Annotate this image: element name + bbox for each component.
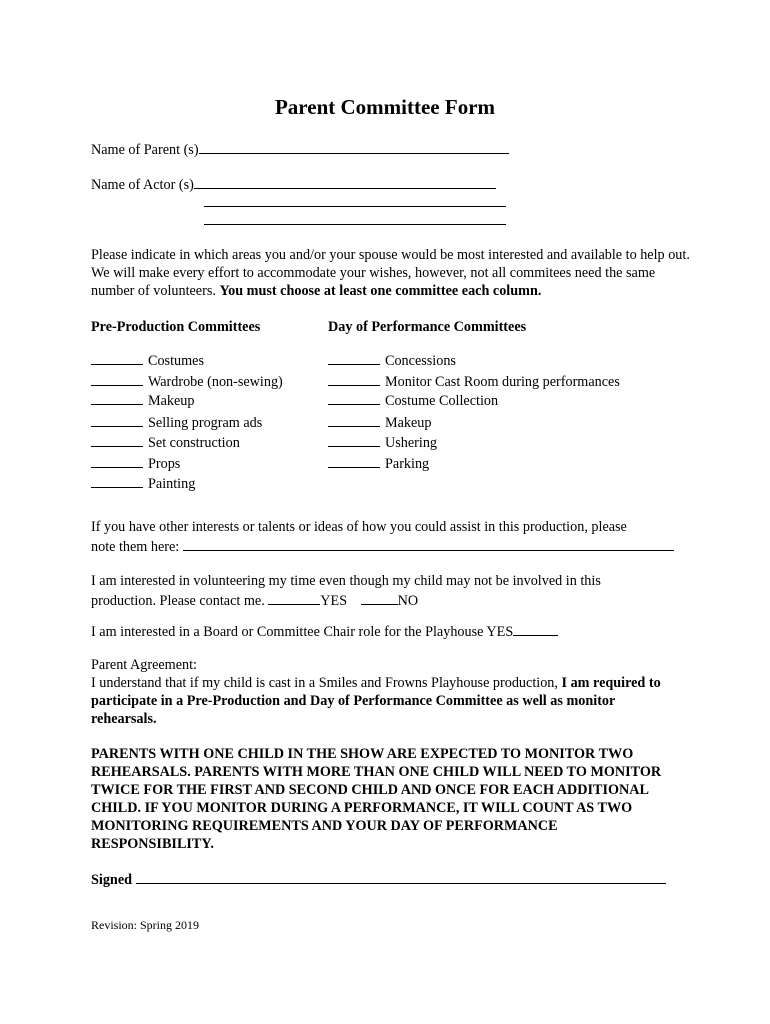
volunteer-no-field[interactable] (361, 590, 398, 605)
list-item (91, 413, 283, 434)
agreement-heading: Parent Agreement: (91, 657, 197, 673)
actor-name-field[interactable] (194, 174, 496, 189)
checkbox-line[interactable] (328, 391, 380, 405)
actor-name-row (91, 174, 496, 194)
checkbox-line[interactable] (91, 351, 143, 365)
list-item (91, 391, 283, 413)
day-of-performance-list (328, 351, 620, 474)
pre-production-heading: Pre-Production Committees (91, 319, 261, 335)
list-item (91, 351, 283, 372)
list-item (91, 433, 283, 454)
monitor-notice: PARENTS WITH ONE CHILD IN THE SHOW ARE EXPECTED TO MONITOR TWO REHEARSALS. PARENTS WITH MORE THAN ONE CHILD WILL NEED TO MONITOR TWICE FOR THE FIRST AND SECOND CHILD AND ONCE FOR EACH ADDITIONAL CHILD. IF YOU MONITOR DURING A PERFORMANCE, IT WILL COUNT AS TWO MONITORING REQUIREMENTS AND YOUR DAY OF PERFORMANCE RESPONSIBILITY. (91, 746, 662, 852)
list-item (328, 413, 620, 434)
parent-name-label: Name of Parent (s) (91, 142, 199, 158)
volunteer-label: production. Please contact me. (91, 593, 265, 609)
day-of-performance-heading: Day of Performance Committees (328, 319, 527, 335)
list-item (328, 391, 620, 413)
list-item (91, 454, 283, 475)
list-item-label: Costume Collection (385, 392, 499, 409)
board-label: I am interested in a Board or Committee Chair role for the Playhouse YES (91, 624, 514, 640)
list-item (328, 454, 620, 475)
actor-name-field-3[interactable] (204, 224, 506, 225)
list-item (91, 372, 283, 391)
other-interests-label: note them here: (91, 539, 180, 555)
checkbox-line[interactable] (328, 413, 380, 427)
board-row (91, 621, 558, 641)
other-interests-line1: If you have other interests or talents or ideas of how you could assist in this production, please (91, 519, 627, 535)
other-interests-line2-row (91, 536, 674, 556)
checkbox-line[interactable] (91, 372, 143, 386)
list-item-label: Parking (385, 455, 430, 472)
revision-footer: Revision: Spring 2019 (91, 918, 200, 932)
signature-field[interactable] (136, 869, 666, 884)
list-item-label: Monitor Cast Room during performances (385, 373, 620, 390)
list-item-label: Concessions (385, 353, 456, 369)
volunteer-line1: I am interested in volunteering my time even though my child may not be involved in this (91, 573, 601, 589)
agreement-text: I understand that if my child is cast in a Smiles and Frowns Playhouse production, (91, 675, 562, 691)
list-item-label: Makeup (385, 414, 432, 431)
other-interests-field[interactable] (183, 536, 674, 551)
actor-name-field-2[interactable] (204, 206, 506, 207)
board-yes-field[interactable] (513, 621, 558, 636)
list-item (328, 351, 620, 372)
intro-text: Please indicate in which areas you and/or your spouse would be most interested and available to help out. We will make every effort to accommodate your wishes, however, not all commitees need the same number of volunteers. (91, 247, 690, 299)
intro-paragraph (91, 246, 691, 300)
list-item-label: Painting (148, 476, 196, 492)
checkbox-line[interactable] (91, 433, 143, 447)
page-title: Parent Committee Form (274, 95, 496, 119)
checkbox-line[interactable] (328, 433, 380, 447)
signature-row (91, 869, 666, 889)
volunteer-yes-field[interactable] (268, 590, 320, 605)
parent-name-row (91, 139, 509, 159)
checkbox-line[interactable] (91, 391, 143, 405)
parent-name-field[interactable] (199, 139, 509, 154)
list-item (328, 433, 620, 454)
volunteer-yes-label: YES (320, 593, 348, 609)
list-item-label: Set construction (148, 435, 240, 451)
list-item-label: Props (148, 455, 181, 472)
checkbox-line[interactable] (91, 454, 143, 468)
checkbox-line[interactable] (91, 474, 143, 488)
agreement-bold-text: I am required to participate in a Pre-Production and Day of Performance Committee as well as monitor rehearsals. (91, 675, 661, 727)
list-item-label: Wardrobe (non-sewing) (148, 373, 283, 390)
agreement-paragraph (91, 674, 681, 728)
list-item-label: Selling program ads (148, 414, 263, 431)
signature-label: Signed (91, 872, 133, 888)
checkbox-line[interactable] (91, 413, 143, 427)
list-item-label: Ushering (385, 435, 438, 451)
volunteer-line2-row (91, 590, 418, 610)
volunteer-no-label: NO (397, 593, 419, 609)
list-item (328, 372, 620, 391)
checkbox-line[interactable] (328, 351, 380, 365)
list-item-label: Costumes (148, 353, 204, 369)
checkbox-line[interactable] (328, 372, 380, 386)
list-item-label: Makeup (148, 392, 195, 409)
actor-name-label: Name of Actor (s) (91, 177, 194, 193)
pre-production-list (91, 351, 283, 495)
list-item (91, 474, 283, 495)
checkbox-line[interactable] (328, 454, 380, 468)
intro-bold-text: You must choose at least one committee each column. (219, 283, 542, 299)
